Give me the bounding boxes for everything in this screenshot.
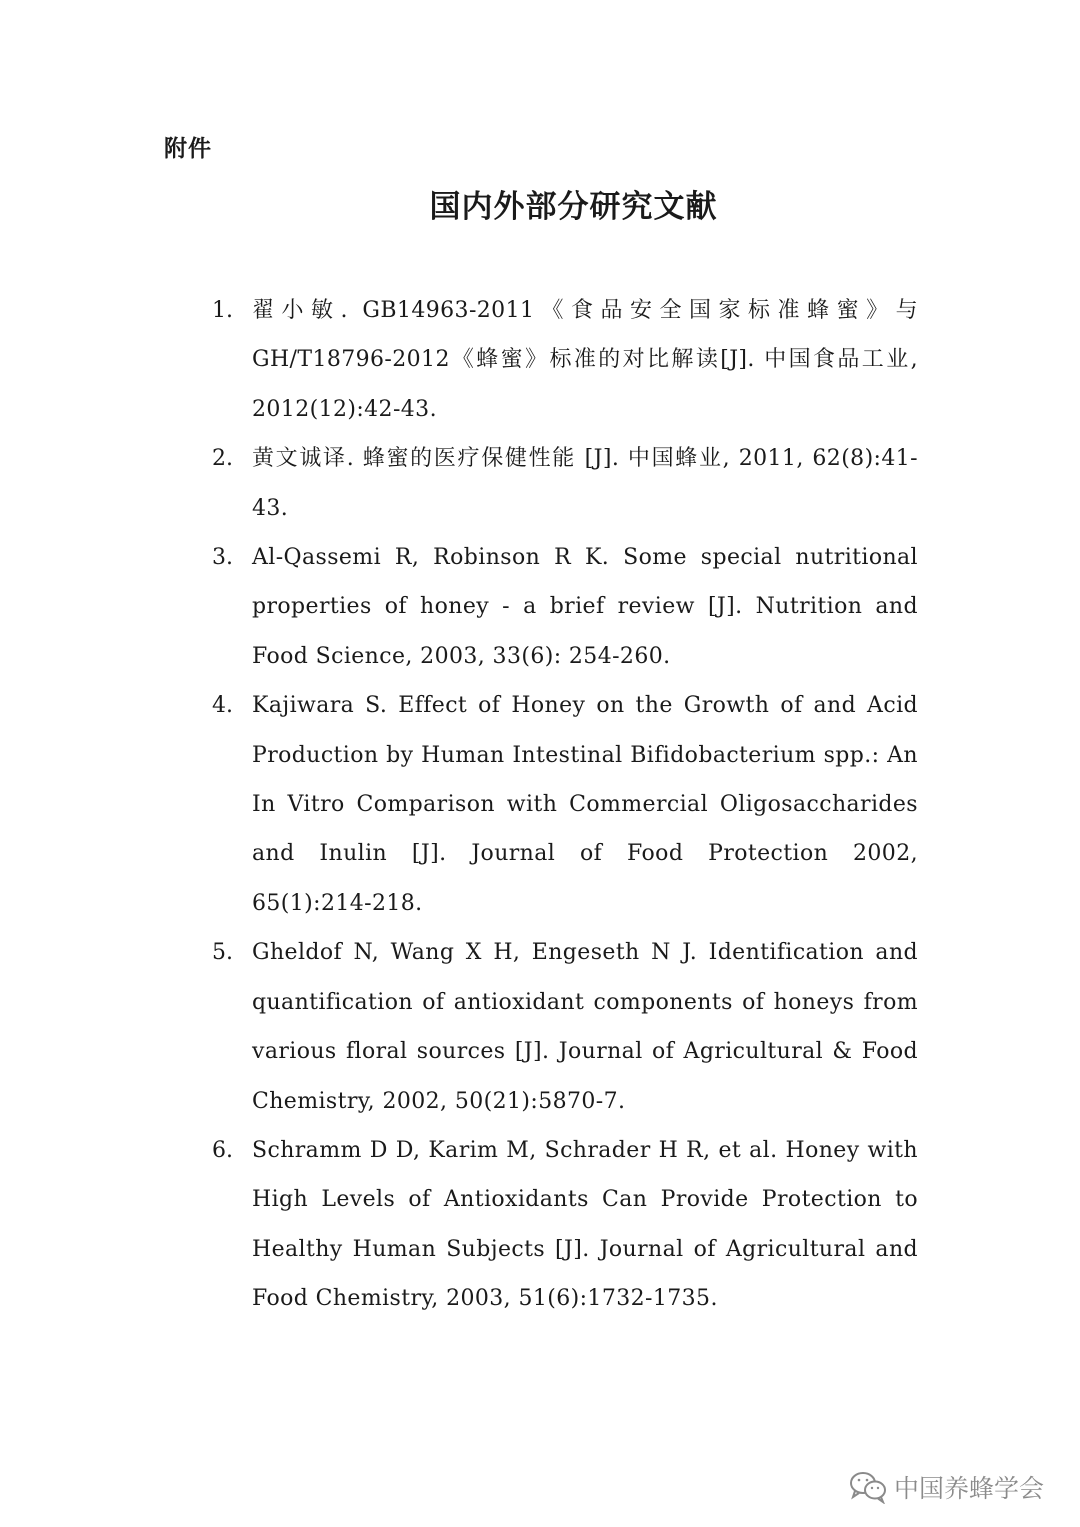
list-item — [212, 434, 918, 533]
watermark-text: 中国养蜂学会 — [893, 1474, 1044, 1503]
reference-text: Gheldof N, Wang X H, Engeseth N J. Identification and quantification of antioxidant components of honeys from various floral sources [J]. Journal of Agricultural & Food Chemistry, 2002, 50(21):5870-7. — [252, 940, 918, 1114]
page-title: 国内外部分研究文献 — [429, 189, 718, 225]
wechat-icon — [848, 1470, 888, 1504]
reference-number: 1. — [212, 298, 233, 323]
list-item — [212, 533, 918, 681]
annex-label: 附件 — [164, 136, 212, 162]
reference-number: 3. — [212, 545, 233, 571]
list-item — [212, 928, 918, 1126]
watermark — [848, 1469, 1044, 1505]
reference-number: 6. — [212, 1137, 233, 1163]
reference-list — [212, 286, 918, 1324]
list-item — [212, 681, 918, 928]
reference-text: Schramm D D, Karim M, Schrader H R, et al. Honey with High Levels of Antioxidants Can Provide Protection to Healthy Human Subjects [J]. Journal of Agricultural and Food Chemistry, 2003, 51(6):1732-1735. — [252, 1137, 918, 1312]
reference-number: 5. — [212, 940, 233, 966]
reference-text: 翟小敏. GB14963-2011《食品安全国家标准蜂蜜》与GH/T18796-2012《蜂蜜》标准的对比解读[J]. 中国食品工业, 2012(12):42-43. — [252, 298, 918, 422]
reference-text: Al-Qassemi R, Robinson R K. Some special nutritional properties of honey - a brief review [J]. Nutrition and Food Science, 2003, 33(6): 254-260. — [252, 545, 918, 669]
reference-text: 黄文诚译. 蜂蜜的医疗保健性能 [J]. 中国蜂业, 2011, 62(8):41-43. — [252, 446, 918, 521]
reference-number: 2. — [212, 446, 233, 472]
reference-number: 4. — [212, 693, 233, 719]
list-item — [212, 286, 918, 434]
list-item — [212, 1126, 918, 1324]
reference-text: Kajiwara S. Effect of Honey on the Growth of and Acid Production by Human Intestinal Bifidobacterium spp.: An In Vitro Comparison with Commercial Oligosaccharides and Inulin [J]. Journal of Food Protection 2002, 65(1):214-218. — [252, 693, 918, 916]
